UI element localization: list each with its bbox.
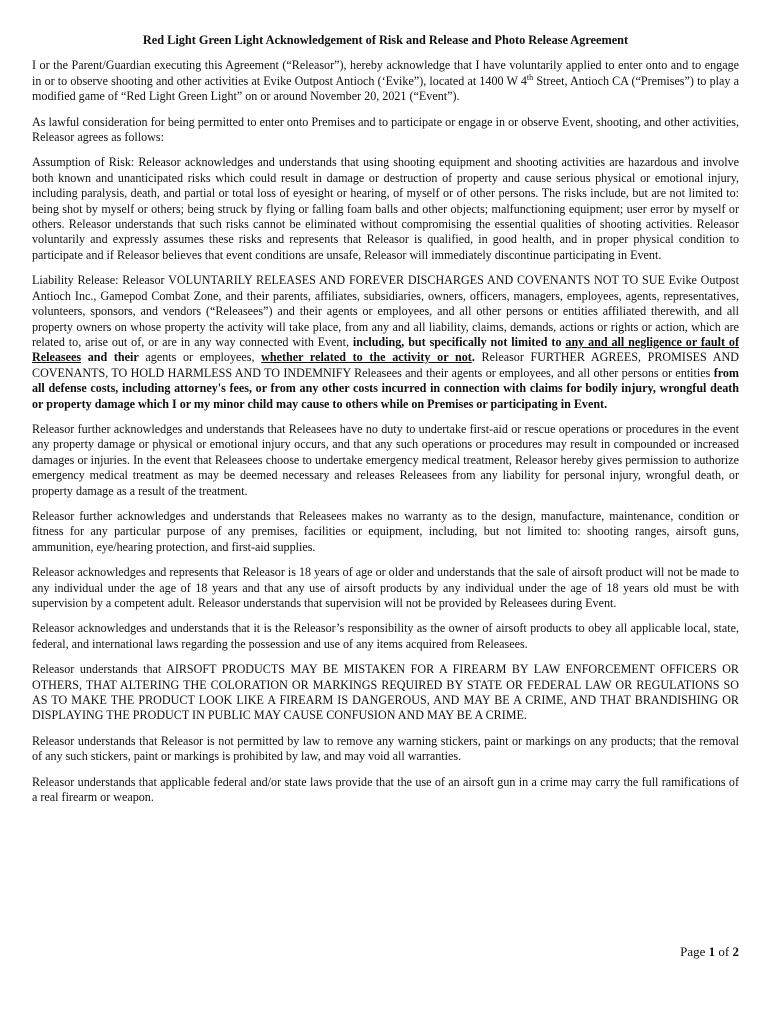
page-word: Page (680, 944, 709, 959)
stickers-paragraph: Releasor understands that Releasor is not permitted by law to remove any warning stickers, paint or markings on any products; that the removal of any such stickers, paint or markings is prohibited by law, and may void all warranties. (32, 733, 739, 764)
intro-text-a: I or the Parent/Guardian executing this Agreement (“Releasor”), hereby acknowledge that I have voluntarily applied to enter onto and to engage in or to observe shooting and other activities at Evike Outpost Antioch (‘Evike”), located at 1400 W 4 (32, 58, 739, 88)
laws-paragraph: Releasor acknowledges and understands that it is the Releasor’s responsibility as the owner of airsoft products to obey all applicable local, state, federal, and international laws regarding the possession and use of any items acquired from Releasees. (32, 621, 739, 651)
liability-bold-3: . (471, 350, 475, 365)
liability-bold-1: including, but specifically not limited to (352, 334, 566, 349)
liability-release-paragraph (32, 273, 739, 412)
liability-bold-4: from all defense costs, including attorney's fees, or from any other costs incurred in connection with claims for bodily injury, wrongful death or property damage which I or my minor child may cause to others while on Premises or participating in Event. (32, 365, 739, 411)
intro-superscript: th (526, 72, 534, 82)
page-number (680, 944, 739, 960)
assumption-of-risk-paragraph: Assumption of Risk: Releasor acknowledges and understands that using shooting equipment and shooting activities are hazardous and involve both known and unanticipated risks which could result in damage or destruction of property and cause serious physical or emotional injury, including paralysis, death, and partial or total loss of eyesight or hearing, of myself or of other persons. The risks include, but are not limited to: being shot by myself or others; being struck by flying or falling foam balls and other objects; malfunctioning equipment; user error by myself or others. Releasor understands that such risks cannot be eliminated without compromising the essential qualities of shooting activities. Releasor voluntarily and expressly assumes these risks and represents that Releasor is qualified, in good health, and in proper physical condition to participate and if Releasor believes that event conditions are unsafe, Releasor will immediately discontinue participating in Event. (32, 155, 739, 262)
age-paragraph: Releasor acknowledges and represents that Releasor is 18 years of age or older and understands that the sale of airsoft product will not be made to any individual under the age of 18 years and that any use of airsoft products by any individual under the age of 18 years old must be with supervision by a competent adult. Releasor understands that supervision will not be provided by Releasees during Event. (32, 565, 739, 610)
crime-paragraph: Releasor understands that applicable federal and/or state laws provide that the use of an airsoft gun in a crime may carry the full ramifications of a real firearm or weapon. (32, 774, 739, 805)
document-title: Red Light Green Light Acknowledgement of Risk and Release and Photo Release Agreement (142, 33, 629, 47)
page-total: 2 (732, 944, 739, 959)
intro-text-b: Street, Antioch CA (“Premises”) to play a modified game of “Red Light Green Light” on or around November 20, 2021 (“Event”). (32, 73, 739, 104)
warranty-paragraph: Releasor further acknowledges and understands that Releasees makes no warranty as to the design, manufacture, maintenance, condition or fitness for any particular purpose of any premises, facilities or equipment, including, but not limited to: shooting ranges, airsoft guns, ammunition, eye/hearing protection, and first-aid supplies. (32, 508, 739, 554)
firearm-warning-paragraph: Releasor understands that AIRSOFT PRODUCTS MAY BE MISTAKEN FOR A FIREARM BY LAW ENFORCEMENT OFFICERS OR OTHERS, THAT ALTERING THE COLORATION OR MARKINGS REQUIRED BY STATE OR FEDERAL LAW OR REGULATIONS SO AS TO MAKE THE PRODUCT LOOK LIKE A FIREARM IS DANGEROUS, AND MAY BE A CRIME, AND THAT BRANDISHING OR DISPLAYING THE PRODUCT IN PUBLIC MAY CAUSE CONFUSION AND MAY BE A CRIME. (32, 662, 739, 723)
first-aid-paragraph: Releasor further acknowledges and understands that Releasees have no duty to undertake first-aid or rescue operations or procedures in the event any property damage or physical or emotional injury occurs, and that any such operations or procedures may result in compounded or increased damages or injuries. In the event that Releasees choose to undertake emergency medical treatment, Releasor hereby gives permission to authorize emergency medical treatment as may be deemed necessary and releases Releasees from any liability for personal injury, wrongful death, or property damage as a result of the treatment. (32, 421, 739, 498)
liability-underline-2: whether related to the activity or not (261, 350, 472, 365)
page-current: 1 (708, 944, 716, 959)
liability-bold-2: and their (81, 350, 139, 365)
liability-underline-1: any and all negligence or fault of Releasees (32, 334, 740, 365)
liability-text-1: Liability Release: Releasor VOLUNTARILY RELEASES AND FOREVER DISCHARGES AND COVENANTS NOT TO SUE Evike Outpost Antioch Inc., Gamepod Combat Zone, and their parents, affiliates, subsidiaries, owners, officers, managers, employees, agents, representatives, volunteers, sponsors, and vendors (“Releasees”) and their agents or employees, and all other persons or entities affiliated therewith, and all property owners on whose property the activity will take place, from any and all liability, claims, demands, actions or rights or action, which are related to, arise out of, or are in any way connected with Event, (32, 273, 739, 349)
liability-text-2: agents or employees, (138, 350, 262, 365)
intro-paragraph (32, 58, 739, 104)
liability-text-3: Releasor FURTHER AGREES, PROMISES AND COVENANTS, TO HOLD HARMLESS AND TO INDEMNIFY Releasees and their agents or employees, and all other persons or entities (32, 350, 739, 380)
consideration-paragraph: As lawful consideration for being permitted to enter onto Premises and to participate or engage in or observe Event, shooting, and other activities, Releasor agrees as follows: (32, 114, 739, 145)
page-of-word: of (715, 944, 733, 959)
document-page (32, 30, 739, 815)
